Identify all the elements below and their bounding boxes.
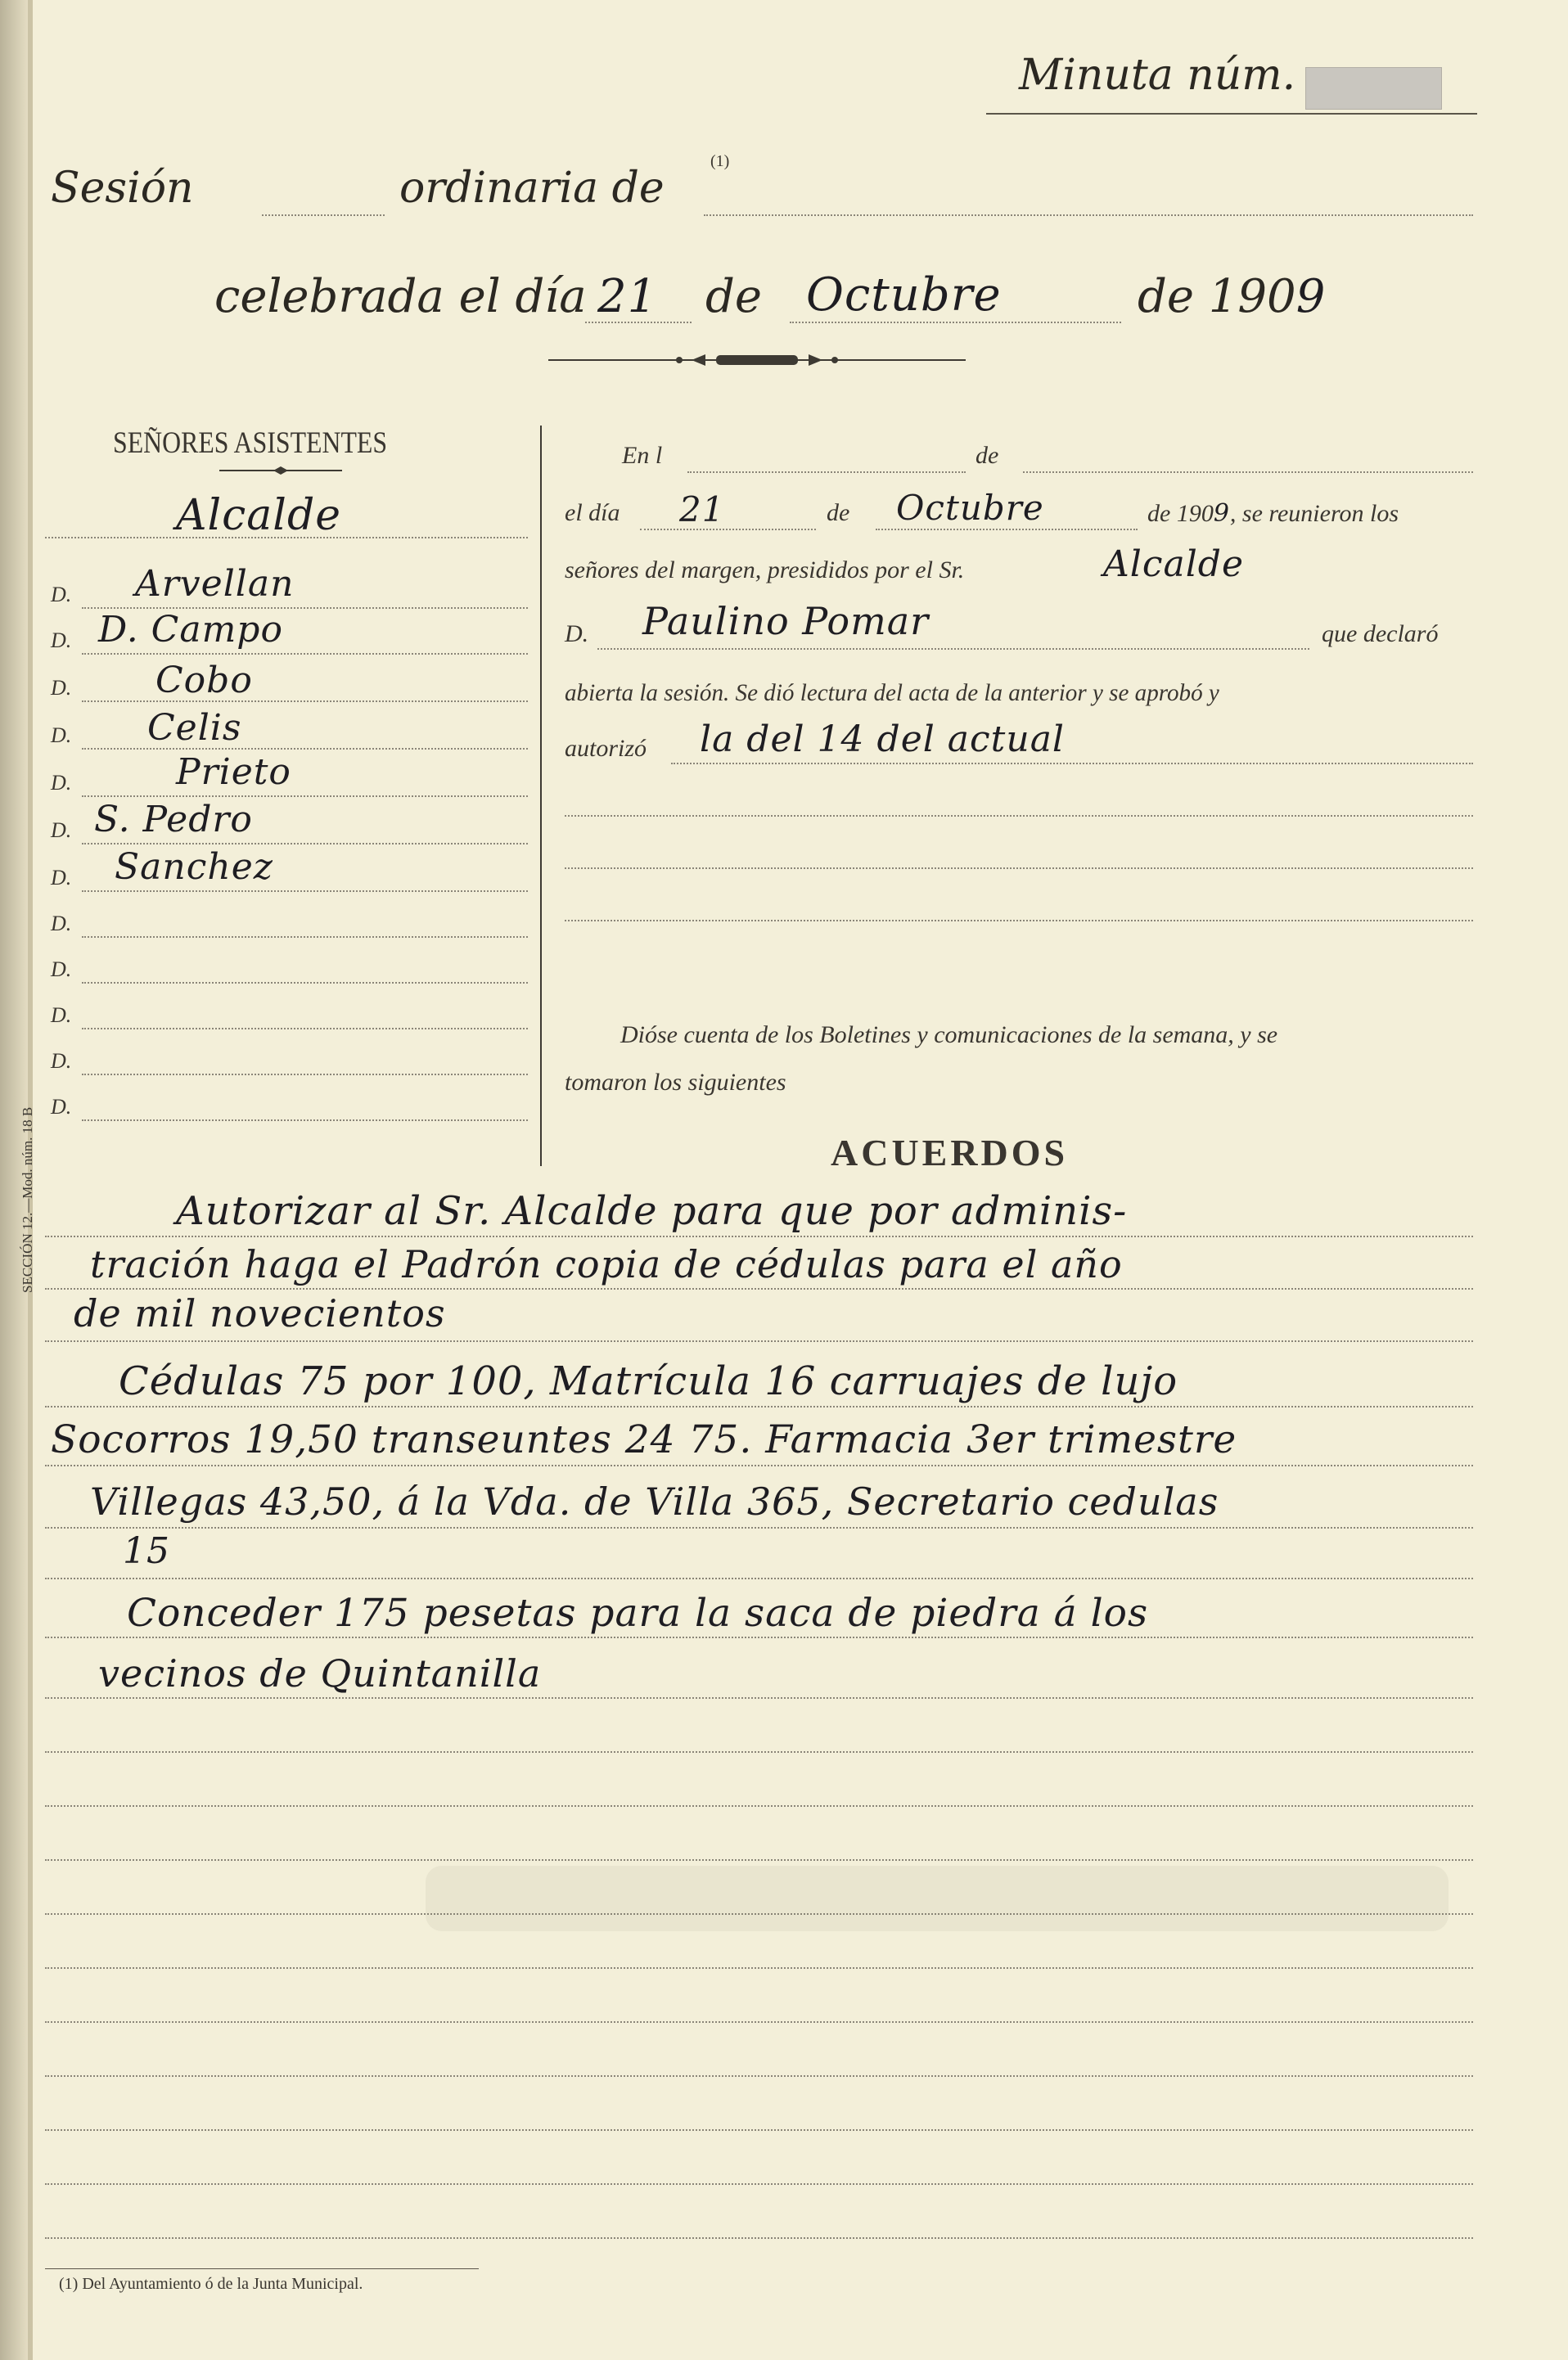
attendee-d-label: D. bbox=[51, 583, 72, 606]
attendee-d-label: D. bbox=[51, 676, 72, 700]
acuerdos-heading: ACUERDOS bbox=[831, 1132, 1069, 1173]
autorizo-blank bbox=[671, 763, 1473, 764]
acuerdo-line: 15 bbox=[123, 1530, 170, 1572]
acuerdo-rule bbox=[45, 1578, 1473, 1579]
attendee-presider: Alcalde bbox=[176, 491, 341, 540]
attendee-line bbox=[82, 700, 528, 702]
attendee-name: D. Campo bbox=[98, 609, 283, 651]
ornament-divider bbox=[548, 348, 966, 372]
attendee-name: Arvellan bbox=[135, 563, 295, 605]
attendee-name: Sanchez bbox=[115, 846, 273, 888]
body-blank-line bbox=[565, 867, 1473, 869]
presider-name: Paulino Pomar bbox=[642, 599, 930, 643]
attendee-d-label: D. bbox=[51, 771, 72, 795]
acuerdo-line: de mil novecientos bbox=[74, 1291, 446, 1335]
attendee-d-label: D. bbox=[51, 723, 72, 747]
blank-rule bbox=[45, 1859, 1473, 1861]
acuerdo-rule bbox=[45, 1236, 1473, 1237]
blank-rule bbox=[45, 2237, 1473, 2239]
body-year-prefix: de 190 bbox=[1147, 500, 1214, 527]
acuerdo-line: Cédulas 75 por 100, Matrícula 16 carruajes de lujo bbox=[119, 1358, 1178, 1404]
celebrada-label: celebrada el día bbox=[214, 270, 587, 323]
reunieron-label: , se reunieron los bbox=[1229, 500, 1399, 527]
el-dia-de-label: de bbox=[827, 499, 850, 526]
attendee-line bbox=[82, 936, 528, 938]
attendee-name: Celis bbox=[147, 707, 242, 749]
ordinaria-blank bbox=[704, 214, 1473, 216]
footnote-text: (1) Del Ayuntamiento ó de la Junta Municipal. bbox=[59, 2275, 363, 2293]
attendee-line bbox=[82, 1119, 528, 1121]
minuta-label: Minuta núm. bbox=[1019, 51, 1296, 100]
en-label: En l bbox=[622, 442, 663, 469]
acuerdo-line: Conceder 175 pesetas para la saca de piedra á los bbox=[127, 1591, 1149, 1636]
blank-rule bbox=[45, 1967, 1473, 1969]
body-blank-line bbox=[565, 815, 1473, 817]
en-de-blank bbox=[1023, 471, 1473, 473]
de-label-1: de bbox=[705, 270, 762, 323]
ordinaria-label: ordinaria de bbox=[399, 164, 665, 213]
acuerdo-rule bbox=[45, 1697, 1473, 1699]
body-year-digit: 9 bbox=[1213, 499, 1230, 528]
acuerdo-line: tración haga el Padrón copia de cédulas para el año bbox=[90, 1242, 1123, 1286]
column-divider bbox=[540, 426, 542, 1166]
blank-rule bbox=[45, 2021, 1473, 2023]
minuta-number-redacted bbox=[1305, 67, 1442, 110]
attendee-line bbox=[82, 890, 528, 892]
attendee-d-label: D. bbox=[51, 1003, 72, 1027]
footnote-marker: (1) bbox=[710, 152, 730, 170]
attendee-line bbox=[82, 795, 528, 797]
minuta-underline bbox=[986, 113, 1477, 115]
attendee-d-label: D. bbox=[51, 957, 72, 981]
en-de-label: de bbox=[975, 442, 999, 469]
acta-note: la del 14 del actual bbox=[700, 718, 1065, 760]
body-month: Octubre bbox=[896, 488, 1044, 528]
blank-rule bbox=[45, 1805, 1473, 1807]
acuerdo-rule bbox=[45, 1527, 1473, 1529]
senores-label: señores del margen, presididos por el Sr. bbox=[565, 556, 965, 583]
attendee-d-label: D. bbox=[51, 628, 72, 652]
attendee-line bbox=[82, 982, 528, 984]
presider-name-blank bbox=[597, 648, 1309, 650]
attendee-line bbox=[82, 1074, 528, 1075]
sesion-label: Sesión bbox=[51, 164, 194, 213]
acuerdo-rule bbox=[45, 1406, 1473, 1407]
acuerdo-line: Villegas 43,50, á la Vda. de Villa 365, Secretario cedulas bbox=[90, 1480, 1219, 1524]
attendee-name: S. Pedro bbox=[94, 799, 253, 840]
year-digit: 9 bbox=[1295, 270, 1327, 323]
attendee-d-label: D. bbox=[51, 866, 72, 890]
body-presider: Alcalde bbox=[1103, 543, 1244, 585]
diose-line-2: tomaron los siguientes bbox=[565, 1069, 786, 1096]
attendees-heading: SEÑORES ASISTENTES bbox=[113, 426, 388, 460]
attendee-line bbox=[82, 1028, 528, 1029]
body-month-blank bbox=[876, 529, 1138, 530]
body-day-blank bbox=[640, 529, 816, 530]
en-blank bbox=[687, 471, 966, 473]
attendee-name: Prieto bbox=[176, 751, 291, 793]
acuerdo-rule bbox=[45, 1288, 1473, 1290]
footnote-rule bbox=[45, 2268, 479, 2269]
acuerdo-rule bbox=[45, 1637, 1473, 1638]
el-dia-label: el día bbox=[565, 499, 620, 526]
body-day: 21 bbox=[679, 489, 725, 529]
body-blank-line bbox=[565, 920, 1473, 921]
autorizo-label: autorizó bbox=[565, 735, 647, 762]
acuerdo-rule bbox=[45, 1465, 1473, 1466]
presider-line bbox=[45, 537, 528, 538]
bleed-through-shadow bbox=[426, 1866, 1449, 1931]
declaro-label: que declaró bbox=[1322, 620, 1439, 647]
blank-rule bbox=[45, 2129, 1473, 2131]
header-month: Octubre bbox=[806, 268, 1002, 322]
month-blank bbox=[790, 322, 1121, 323]
attendee-line bbox=[82, 748, 528, 750]
form-section-label: SECCIÓN 12.—Mod. núm. 18 B bbox=[20, 1106, 35, 1293]
attendee-name: Cobo bbox=[155, 660, 253, 701]
attendees-heading-ornament bbox=[219, 465, 342, 476]
attendee-line bbox=[82, 843, 528, 844]
abierta-label: abierta la sesión. Se dió lectura del acta de la anterior y se aprobó y bbox=[565, 679, 1219, 706]
sesion-blank bbox=[262, 214, 385, 216]
acuerdo-line: vecinos de Quintanilla bbox=[98, 1651, 542, 1696]
attendee-d-label: D. bbox=[51, 1095, 72, 1119]
attendee-line bbox=[82, 653, 528, 655]
blank-rule bbox=[45, 2183, 1473, 2185]
attendee-d-label: D. bbox=[51, 1049, 72, 1073]
blank-rule bbox=[45, 2075, 1473, 2077]
de-label-2 bbox=[1138, 270, 1326, 323]
body-d-label: D. bbox=[565, 620, 589, 647]
attendee-d-label: D. bbox=[51, 818, 72, 842]
body-year bbox=[1147, 499, 1399, 528]
diose-line-1: Dióse cuenta de los Boletines y comunicaciones de la semana, y se bbox=[620, 1021, 1278, 1048]
acuerdo-line: Autorizar al Sr. Alcalde para que por adminis- bbox=[176, 1188, 1128, 1234]
header-day: 21 bbox=[597, 270, 658, 323]
attendee-d-label: D. bbox=[51, 912, 72, 935]
blank-rule bbox=[45, 1751, 1473, 1753]
acuerdo-line: Socorros 19,50 transeuntes 24 75. Farmacia 3er trimestre bbox=[51, 1417, 1237, 1462]
day-blank bbox=[585, 322, 692, 323]
year-prefix: de 190 bbox=[1138, 270, 1296, 323]
acuerdo-rule bbox=[45, 1340, 1473, 1342]
